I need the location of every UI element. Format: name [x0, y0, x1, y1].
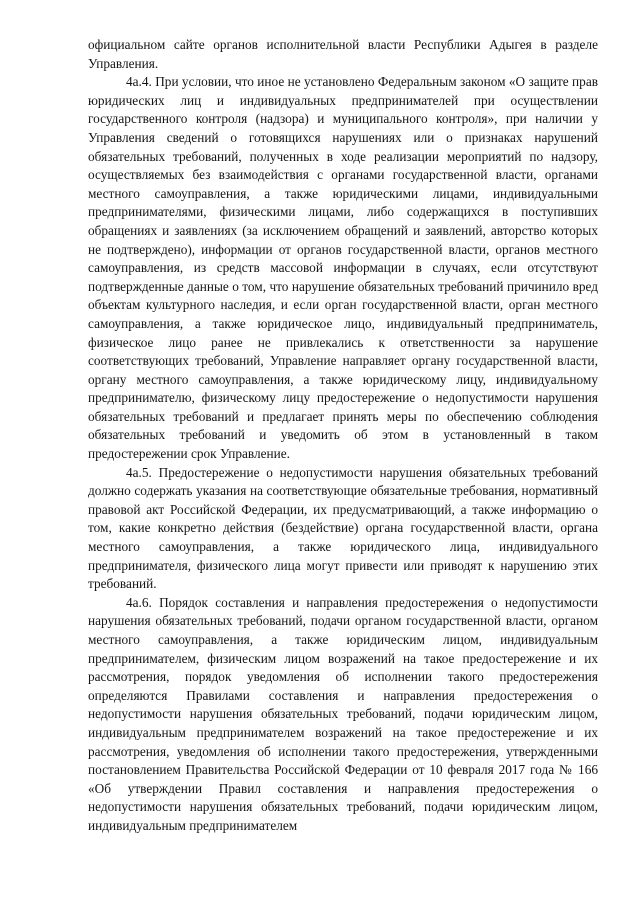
paragraph-4a6: 4а.6. Порядок составления и направления предостережения о недопустимости нарушения обязательных требований, подачи органом государственной власти, органом местного самоуправления, а также юридическим лицом, индивидуальным предпринимателем, физическим лицом возражений на такое предостережение и их рассмотрения, порядок уведомления об исполнении такого предостережения определяются Правилами составления и направления предостережения о недопустимости нарушения обязательных требований, подачи юридическим лицом, индивидуальным предпринимателем возражений на такое предостережение и их рассмотрения, уведомления об исполнении такого предостережения, утвержденными постановлением Правительства Российской Федерации от 10 февраля 2017 года № 166 «Об утверждении Правил составления и направления предостережения о недопустимости нарушения обязательных требований, подачи юридическим лицом, индивидуальным предпринимателем [88, 594, 598, 833]
paragraph-4a4: 4а.4. При условии, что иное не установлено Федеральным законом «О защите прав юридических лиц и индивидуальных предпринимателей при осуществлении государственного контроля (надзора) и муниципального контроля», при наличии у Управления сведений о готовящихся нарушениях или о признаках нарушений обязательных требований, полученных в ходе реализации мероприятий по надзору, осуществляемых без взаимодействия с органами государственной власти, органами местного самоуправления, а также юридическими лицами, индивидуальными предпринимателями, физическими лицами, либо содержащихся в поступивших обращениях и заявлениях (за исключением обращений и заявлений, авторство которых не подтверждено), информации от органов государственной власти, органов местного самоуправления, из средств массовой информации в случаях, если отсутствуют подтвержденные данные о том, что нарушение обязательных требований причинило вред объектам культурного наследия, и если орган государственной власти, орган местного самоуправления, а также юридическое лицо, индивидуальный предприниматель, физическое лицо ранее не привлекались к ответственности за нарушение соответствующих требований, Управление направляет органу государственной власти, органу местного самоуправления, а также юридическому лицу, индивидуальному предпринимателю, физическому лицу предостережение о недопустимости нарушения обязательных требований и предлагает принять меры по обеспечению соблюдения обязательных требований и уведомить об этом в установленный в таком предостережении срок Управление. [88, 74, 598, 462]
paragraph-continuation: официальном сайте органов исполнительной власти Республики Адыгея в разделе Управления. [88, 37, 598, 71]
document-body [88, 36, 598, 836]
paragraph-4a5: 4а.5. Предостережение о недопустимости нарушения обязательных требований должно содержать указания на соответствующие обязательные требования, нормативный правовой акт Российской Федерации, их предусматривающий, а также информацию о том, какие конкретно действия (бездействие) органа государственной власти, органа местного самоуправления, а также юридического лица, индивидуального предпринимателя, физического лица могут привести или приводят к нарушению этих требований. [88, 464, 598, 592]
